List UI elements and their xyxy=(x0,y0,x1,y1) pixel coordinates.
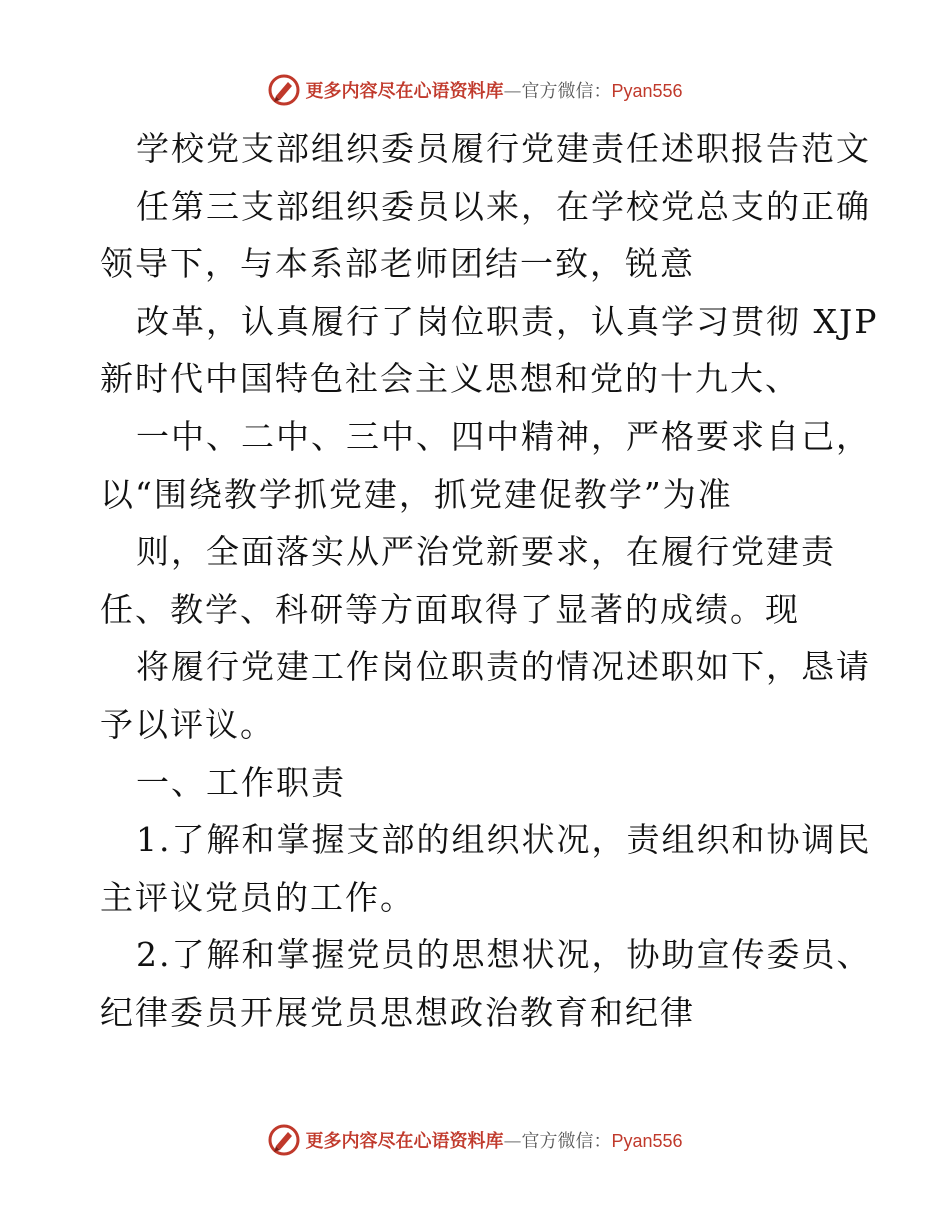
watermark-id: Pyan556 xyxy=(611,81,683,101)
watermark-text xyxy=(305,1127,682,1153)
watermark-dash: — xyxy=(503,81,522,102)
list-item-line: 1.了解和掌握支部的组织状况，责组织和协调民 xyxy=(136,820,872,860)
watermark-red-text: 更多内容尽在心语资料库 xyxy=(305,1131,504,1152)
paragraph-line: 任第三支部组织委员以来，在学校党总支的正确 xyxy=(136,186,871,226)
logo-icon xyxy=(267,73,301,107)
document-body xyxy=(100,120,879,1042)
paragraph-line: 领导下，与本系部老师团结一致，锐意 xyxy=(100,244,695,284)
section-heading: 一、工作职责 xyxy=(136,762,346,802)
watermark-banner-bottom xyxy=(0,1120,950,1160)
list-item-line: 主评议党员的工作。 xyxy=(100,877,415,917)
watermark-dash: — xyxy=(503,1131,522,1152)
document-title: 学校党支部组织委员履行党建责任述职报告范文 xyxy=(136,129,871,168)
paragraph-line: 予以评议。 xyxy=(100,704,275,744)
watermark-red-text: 更多内容尽在心语资料库 xyxy=(305,81,504,102)
paragraph-line: 以“围绕教学抓党建，抓党建促教学”为准 xyxy=(100,474,733,514)
watermark-banner-top xyxy=(0,70,950,110)
watermark-text xyxy=(305,77,682,103)
paragraph-line: 则，全面落实从严治党新要求，在履行党建责 xyxy=(136,532,836,572)
logo-icon xyxy=(267,1123,301,1157)
list-item-line: 纪律委员开展党员思想政治教育和纪律 xyxy=(100,992,695,1032)
paragraph-line: 改革，认真履行了岗位职责，认真学习贯彻 XJP xyxy=(136,301,879,341)
list-item-line: 2.了解和掌握党员的思想状况，协助宣传委员、 xyxy=(136,935,872,975)
watermark-label: 官方微信： xyxy=(521,81,612,102)
watermark-label: 官方微信： xyxy=(521,1131,612,1152)
paragraph-line: 任、教学、科研等方面取得了显著的成绩。现 xyxy=(100,589,800,629)
watermark-id: Pyan556 xyxy=(611,1131,683,1151)
paragraph-line: 一中、二中、三中、四中精神，严格要求自己， xyxy=(136,416,871,456)
paragraph-line: 新时代中国特色社会主义思想和党的十九大、 xyxy=(100,359,800,399)
paragraph-line: 将履行党建工作岗位职责的情况述职如下，恳请 xyxy=(136,647,871,687)
